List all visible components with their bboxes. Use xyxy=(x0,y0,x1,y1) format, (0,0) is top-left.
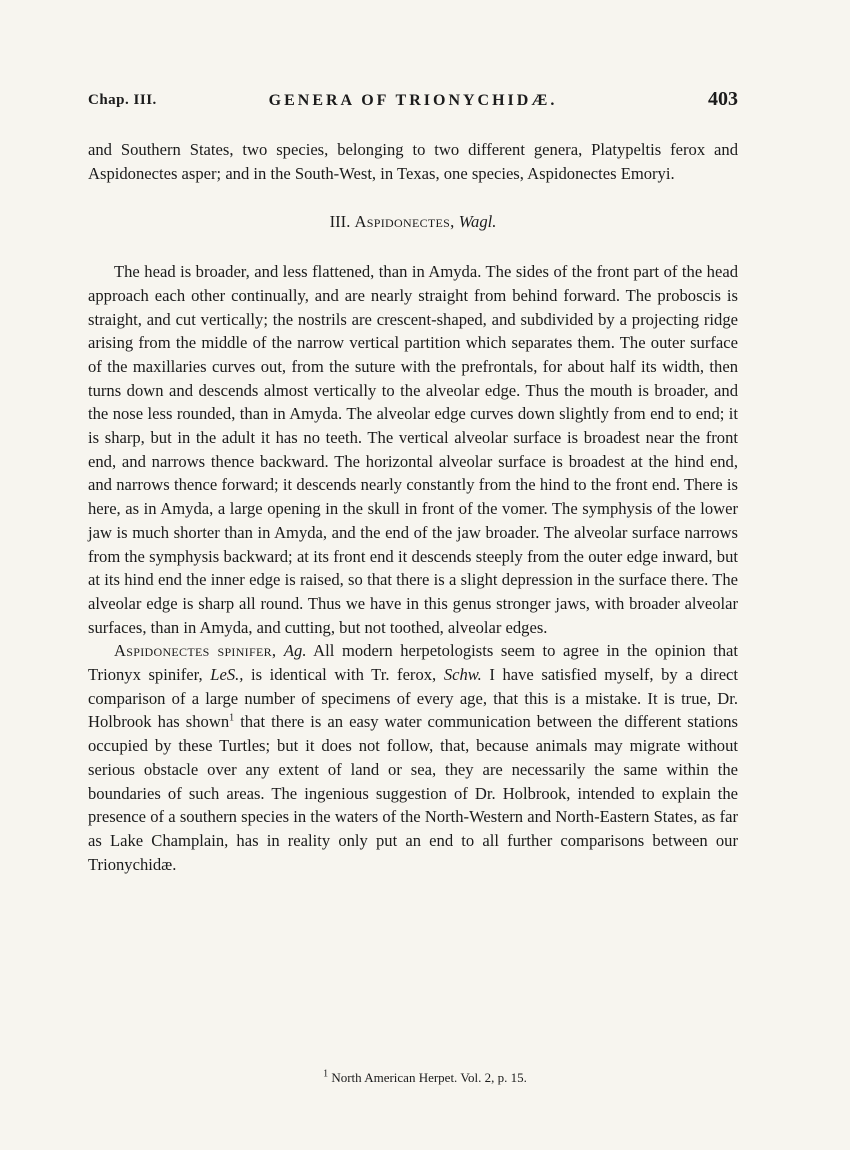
running-title: GENERA OF TRIONYCHIDÆ. xyxy=(268,92,558,109)
footnote-reference[interactable]: 1 xyxy=(229,712,235,724)
paragraph-text: I have satisfied myself, by a direct comparison of a large number of specimens of every age, that this is a mistake. It is true, Dr. Holbrook has shown xyxy=(88,665,739,732)
section-author: Wagl. xyxy=(458,212,497,232)
paragraph-text: All modern herpetologists seem to agree in the opinion that Trionyx spinifer, xyxy=(88,641,739,685)
section-heading xyxy=(88,210,738,234)
footnote xyxy=(0,1070,850,1086)
species-name: Aspidonectes spinifer, xyxy=(114,641,277,661)
chapter-label: Chap. III. xyxy=(88,92,157,108)
paragraph-head-description: The head is broader, and less flattened, than in Amyda. The sides of the front part of the head approach each other continually, and are nearly straight from behind forward. The proboscis is straight, and cut vertically; the nostrils are crescent-shaped, and subdivided by a projecting ridge arising from the middle of the narrow vertical partition which separates them. The outer surface of the maxillaries curves out, from the suture with the prefrontals, for about half its width, then turns down and descends almost vertically to the alveolar edge. Thus the mouth is broader, and the nose less rounded, than in Amyda. The alveolar edge curves down slightly from end to end; it is sharp, but in the adult it has no teeth. The vertical alveolar surface is broadest near the front end, and narrows thence backward. The horizontal alveolar surface is broadest at the hind end, and narrows thence forward; it descends nearly constantly from the hind to the front end. There is here, as in Amyda, a large opening in the skull in front of the vomer. The symphysis of the lower jaw is much shorter than in Amyda, and the end of the jaw broader. The alveolar surface narrows from the symphysis backward; at its front end it descends steeply from the outer edge inward, but at its hind end the inner edge is raised, so that there is a slight depression in the surface there. The alveolar edge is sharp all round. Thus we have in this genus stronger jaws, with broader alveolar surfaces, than in Amyda, and cutting, but not toothed, alveolar edges. xyxy=(88,262,738,637)
paragraph-text: is identical with Tr. ferox, xyxy=(251,665,437,685)
running-header xyxy=(88,88,738,118)
footnote-text: North American Herpet. Vol. 2, p. 15. xyxy=(331,1070,527,1085)
section-numeral: III. xyxy=(329,212,351,232)
author-citation: Schw. xyxy=(443,665,482,685)
section-genus: Aspidonectes, xyxy=(354,212,455,232)
paragraph-text: that there is an easy water communication between the different stations occupied by these Turtles; but it does not follow, that, because animals may migrate without serious obstacle over any extent of land or sea, they are necessarily the same within the boundaries of such areas. The ingenious suggestion of Dr. Holbrook, intended to explain the presence of a southern species in the waters of the North-Western and North-Eastern States, as far as Lake Champlain, has in reality only put an end to all further comparisons between our Trionychidæ. xyxy=(88,712,738,874)
species-author: Ag. xyxy=(283,641,307,661)
body-text xyxy=(88,138,738,876)
page-number: 403 xyxy=(708,88,738,110)
footnote-mark: 1 xyxy=(323,1068,329,1080)
intro-paragraph: and Southern States, two species, belonging to two different genera, Platypeltis ferox and Aspidonectes asper; and in the South-West, in Texas, one species, Aspidonectes Emoryi. xyxy=(88,140,738,183)
paragraph-spinifer xyxy=(88,639,738,876)
author-citation: LeS., xyxy=(210,665,244,685)
